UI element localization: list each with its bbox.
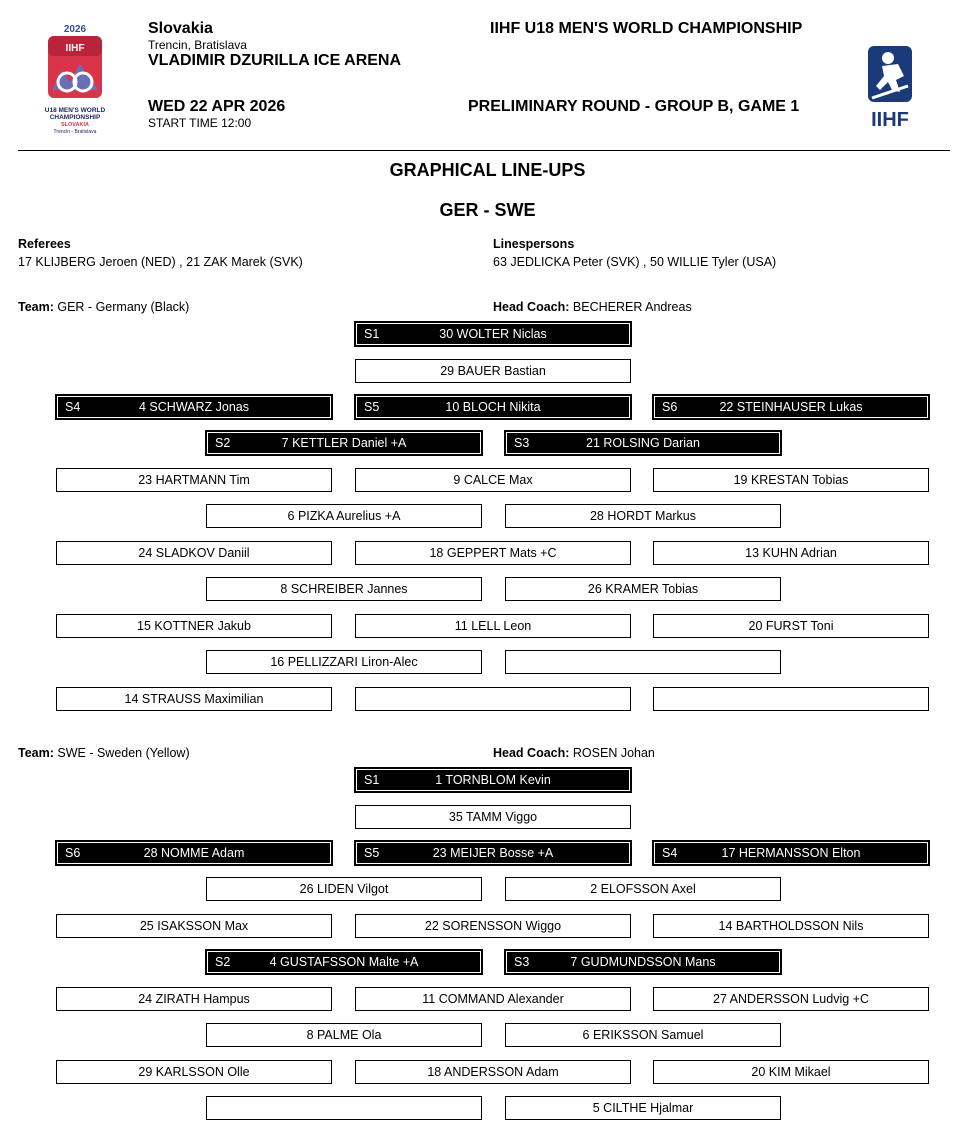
matchup: GER - SWE: [439, 200, 536, 220]
swe-starter-s5: S5 23 MEIJER Bosse +A: [355, 841, 631, 865]
ger-defense: 8 SCHREIBER Jannes: [206, 577, 482, 601]
round-info: PRELIMINARY ROUND - GROUP B, GAME 1: [468, 98, 800, 115]
swe-forward: 18 ANDERSSON Adam: [355, 1060, 631, 1084]
svg-text:U18 MEN'S WORLD: U18 MEN'S WORLD: [44, 107, 106, 114]
swe-team-line: Team: SWE - Sweden (Yellow): [18, 746, 190, 760]
ger-forward: 14 STRAUSS Maximilian: [56, 687, 332, 711]
swe-coach-line: Head Coach: ROSEN Johan: [493, 746, 655, 760]
ger-forward: 23 HARTMANN Tim: [56, 468, 332, 492]
ger-defense: [505, 650, 781, 674]
swe-forward: 22 SORENSSON Wiggo: [355, 914, 631, 938]
ger-forward: [355, 687, 631, 711]
ger-forward: 20 FURST Toni: [653, 614, 929, 638]
ger-starter-s4: S4 4 SCHWARZ Jonas: [56, 395, 332, 419]
ger-starter-s2: S2 7 KETTLER Daniel +A: [206, 431, 482, 455]
swe-defense: 5 CILTHE Hjalmar: [505, 1096, 781, 1120]
swe-forward: 24 ZIRATH Hampus: [56, 987, 332, 1011]
swe-starter-s6: S6 28 NOMME Adam: [56, 841, 332, 865]
ger-forward: 11 LELL Leon: [355, 614, 631, 638]
city: Trencin, Bratislava: [148, 38, 247, 52]
ger-forward: 13 KUHN Adrian: [653, 541, 929, 565]
referees-label: Referees: [18, 237, 71, 251]
ger-forward: 15 KOTTNER Jakub: [56, 614, 332, 638]
ger-goalie-starter: S1 30 WOLTER Niclas: [355, 322, 631, 346]
swe-forward: 27 ANDERSSON Ludvig +C: [653, 987, 929, 1011]
ger-goalie-backup: 29 BAUER Bastian: [355, 359, 631, 383]
ger-defense: 28 HORDT Markus: [505, 504, 781, 528]
svg-text:SLOVAKIA: SLOVAKIA: [60, 122, 90, 128]
tournament-logo: [40, 20, 110, 140]
ger-defense: 26 KRAMER Tobias: [505, 577, 781, 601]
svg-text:IIHF: IIHF: [871, 109, 909, 130]
swe-starter-s3: S3 7 GUDMUNDSSON Mans: [505, 950, 781, 974]
ger-coach-line: Head Coach: BECHERER Andreas: [493, 300, 692, 314]
ger-forward: 9 CALCE Max: [355, 468, 631, 492]
swe-forward: 11 COMMAND Alexander: [355, 987, 631, 1011]
swe-forward: 25 ISAKSSON Max: [56, 914, 332, 938]
ger-team-line: Team: GER - Germany (Black): [18, 300, 190, 314]
ger-starter-s3: S3 21 ROLSING Darian: [505, 431, 781, 455]
ger-starter-s5: S5 10 BLOCH Nikita: [355, 395, 631, 419]
linespersons-label: Linespersons: [493, 237, 575, 251]
svg-text:CHAMPIONSHIP: CHAMPIONSHIP: [49, 114, 101, 121]
svg-text:Trencin - Bratislava: Trencin - Bratislava: [53, 129, 97, 135]
arena: VLADIMIR DZURILLA ICE ARENA: [148, 52, 402, 69]
svg-text:2026: 2026: [63, 24, 87, 35]
iihf-logo: [858, 46, 922, 130]
swe-forward: 29 KARLSSON Olle: [56, 1060, 332, 1084]
swe-goalie-backup: 35 TAMM Viggo: [355, 805, 631, 829]
swe-defense: 26 LIDEN Vilgot: [206, 877, 482, 901]
swe-forward: 14 BARTHOLDSSON Nils: [653, 914, 929, 938]
ger-forward: 19 KRESTAN Tobias: [653, 468, 929, 492]
header-divider: [18, 150, 950, 151]
swe-defense: [206, 1096, 482, 1120]
swe-starter-s2: S2 4 GUSTAFSSON Malte +A: [206, 950, 482, 974]
swe-starter-s4: S4 17 HERMANSSON Elton: [653, 841, 929, 865]
ger-defense: 16 PELLIZZARI Liron-Alec: [206, 650, 482, 674]
start-time: START TIME 12:00: [148, 116, 252, 130]
ger-forward: [653, 687, 929, 711]
swe-forward: 20 KIM Mikael: [653, 1060, 929, 1084]
championship-title: IIHF U18 MEN'S WORLD CHAMPIONSHIP: [490, 20, 803, 37]
svg-text:IIHF: IIHF: [65, 43, 85, 54]
linespersons: 63 JEDLICKA Peter (SVK) , 50 WILLIE Tyler (USA): [493, 255, 777, 269]
game-date: WED 22 APR 2026: [148, 98, 286, 115]
referees: 17 KLIJBERG Jeroen (NED) , 21 ZAK Marek (SVK): [18, 255, 303, 269]
swe-defense: 6 ERIKSSON Samuel: [505, 1023, 781, 1047]
country: Slovakia: [148, 20, 213, 37]
ger-starter-s6: S6 22 STEINHAUSER Lukas: [653, 395, 929, 419]
ger-defense: 6 PIZKA Aurelius +A: [206, 504, 482, 528]
swe-defense: 8 PALME Ola: [206, 1023, 482, 1047]
swe-goalie-starter: S1 1 TORNBLOM Kevin: [355, 768, 631, 792]
ger-forward: 24 SLADKOV Daniil: [56, 541, 332, 565]
document-title: GRAPHICAL LINE-UPS: [389, 160, 586, 180]
ger-forward: 18 GEPPERT Mats +C: [355, 541, 631, 565]
swe-defense: 2 ELOFSSON Axel: [505, 877, 781, 901]
